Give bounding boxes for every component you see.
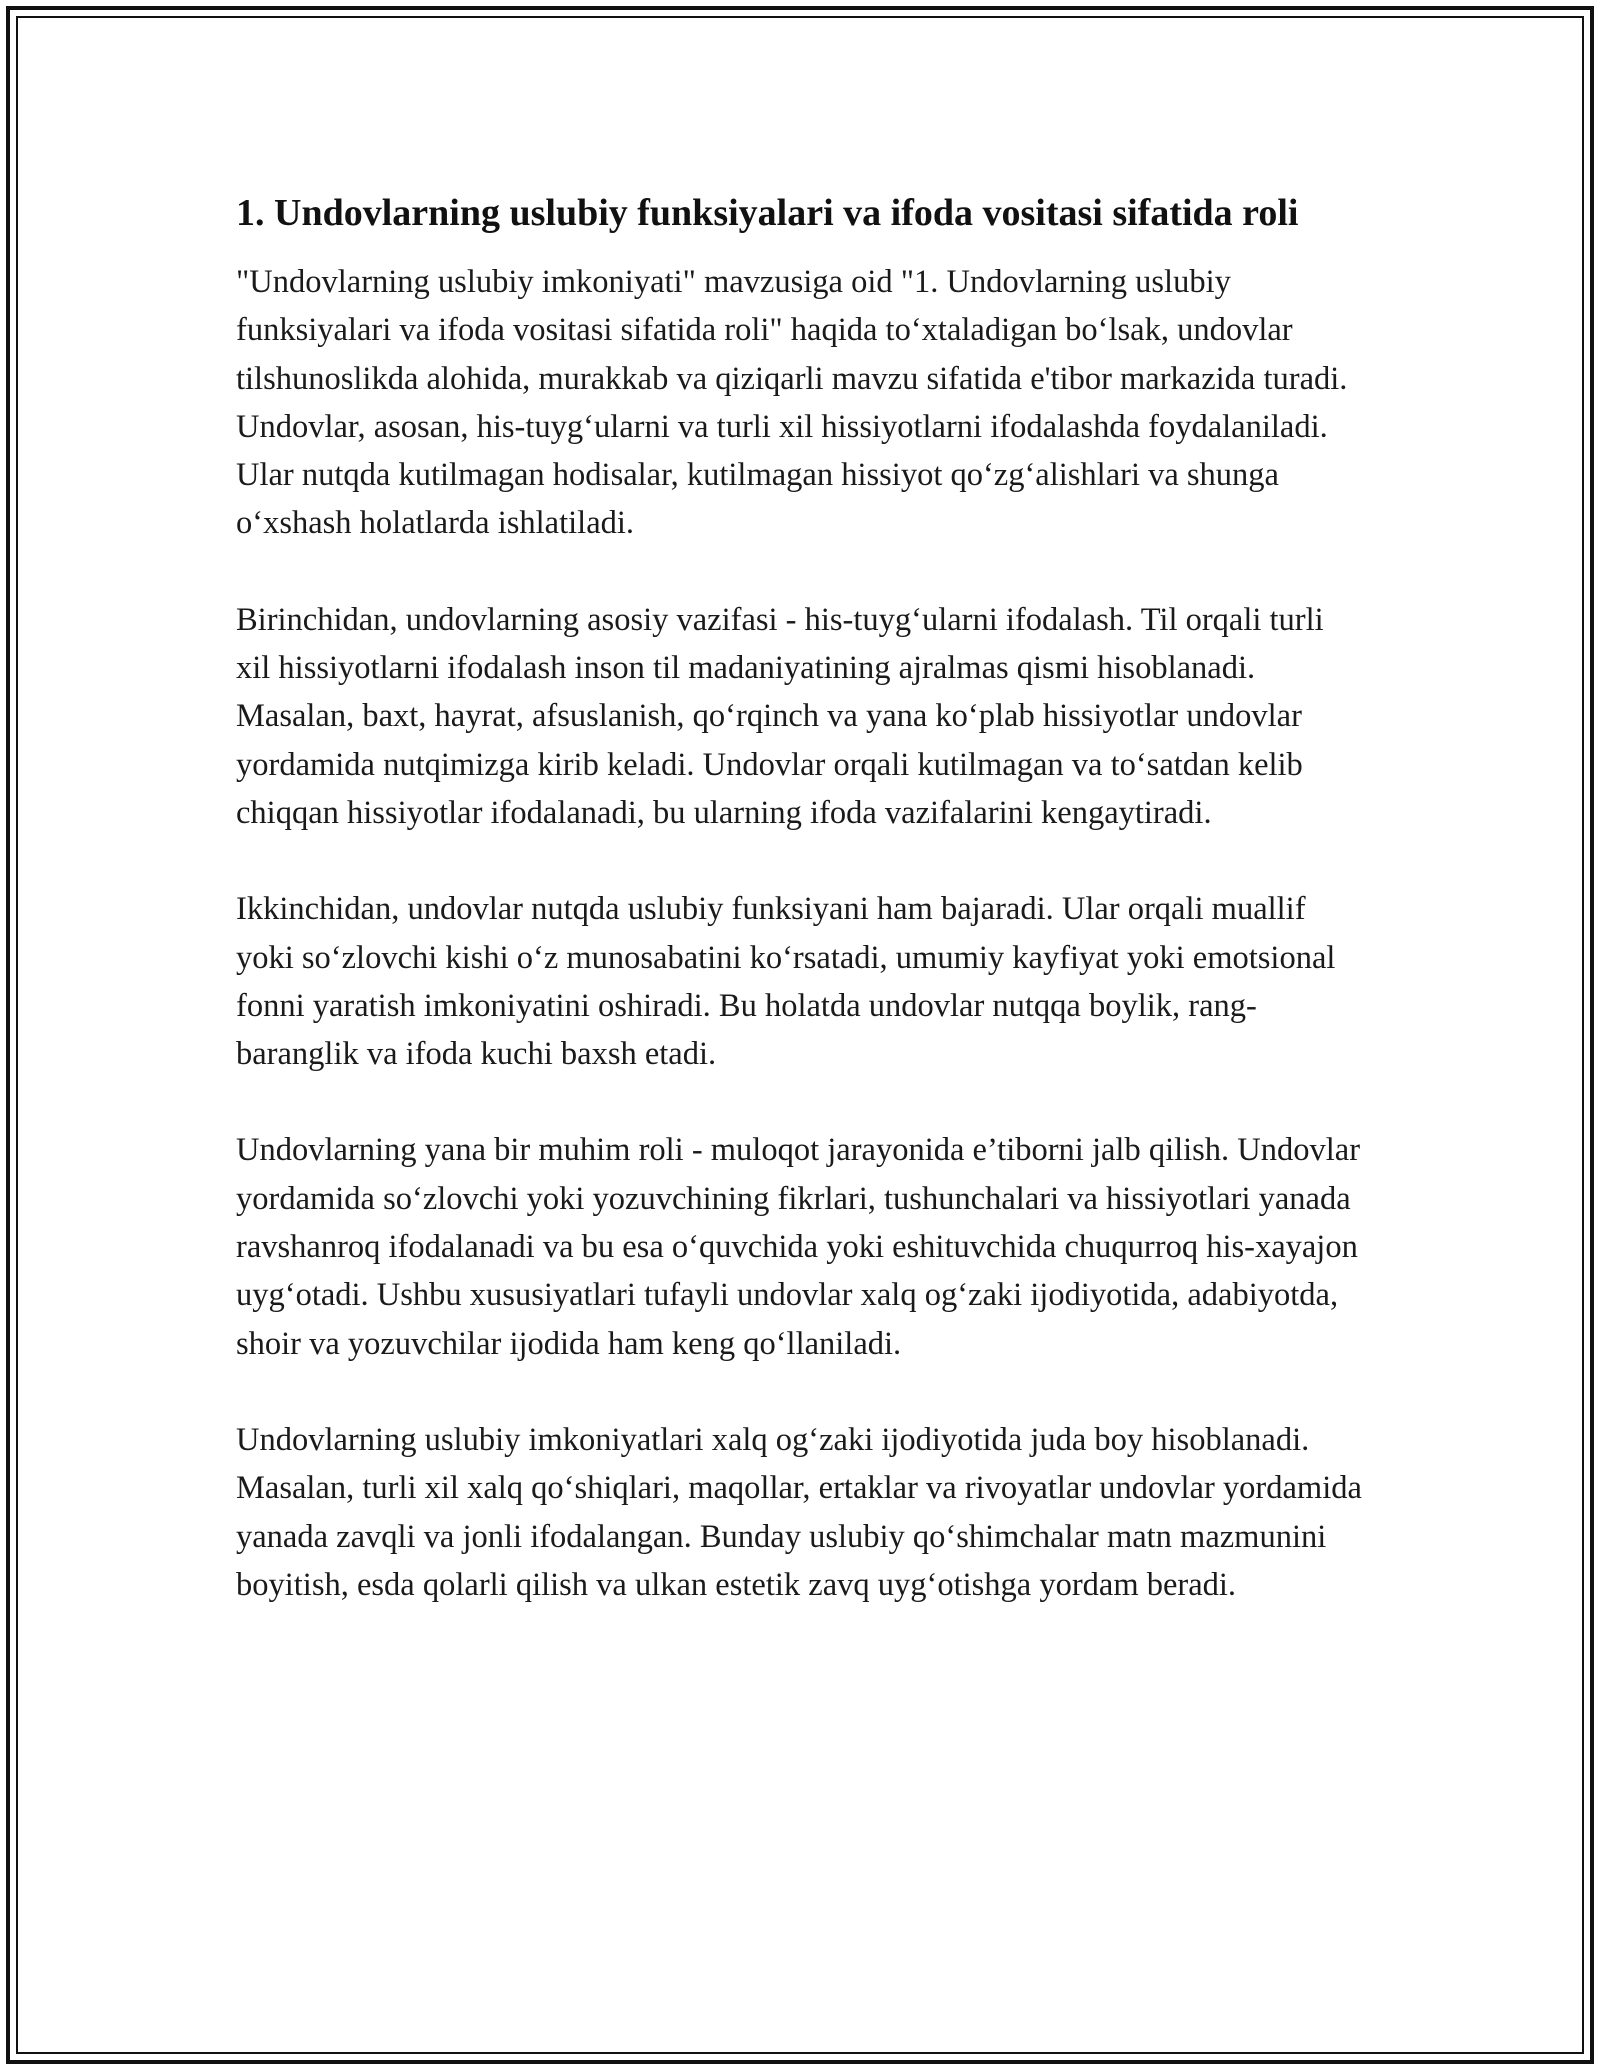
paragraph-5: Undovlarning uslubiy imkoniyatlari xalq og‘zaki ijodiyotida juda boy hisoblanadi. Masalan, turli xil xalq qo‘shiqlari, maqollar, ertaklar va rivoyatlar undovlar yordamida yanada zavqli va jonli ifodalangan. Bunday uslubiy qo‘shimchalar matn mazmunini boyitish, esda qolarli qilish va ulkan estetik zavq uyg‘otishga yordam beradi.: [236, 1421, 1362, 1603]
paragraph-1: "Undovlarning uslubiy imkoniyati" mavzusiga oid "1. Undovlarning uslubiy funksiyalari va ifoda vositasi sifatida roli" haqida to‘xtaladigan bo‘lsak, undovlar tilshunoslikda alohida, murakkab va qiziqarli mavzu sifatida e'tibor markazida turadi. Undovlar, asosan, his-tuyg‘ularni va turli xil hissiyotlarni ifodalashda foydalaniladi. Ular nutqda kutilmagan hodisalar, kutilmagan hissiyot qo‘zg‘alishlari va shunga o‘xshash holatlarda ishlatiladi.: [236, 264, 1348, 542]
paragraph-2: Birinchidan, undovlarning asosiy vazifasi - his-tuyg‘ularni ifodalash. Til orqali turli xil hissiyotlarni ifodalash inson til madaniyatining ajralmas qismi hisoblanadi. Masalan, baxt, hayrat, afsuslanish, qo‘rqinch va yana ko‘plab hissiyotlar undovlar yordamida nutqimizga kirib keladi. Undovlar orqali kutilmagan va to‘satdan kelib chiqqan hissiyotlar ifodalanadi, bu ularning ifoda vazifalarini kengaytiradi.: [236, 601, 1324, 831]
paragraph-4: Undovlarning yana bir muhim roli - muloqot jarayonida e’tiborni jalb qilish. Undovlar yordamida so‘zlovchi yoki yozuvchining fikrlari, tushunchalari va hissiyotlari yanada ravshanroq ifodalanadi va bu esa o‘quvchida yoki eshituvchida chuqurroq his-xayajon uyg‘otadi. Ushbu xususiyatlari tufayli undovlar xalq og‘zaki ijodiyotida, adabiyotda, shoir va yozuvchilar ijodida ham keng qo‘llaniladi.: [236, 1132, 1361, 1362]
document-title: 1. Undovlarning uslubiy funksiyalari va ifoda vositasi sifatida roli: [236, 192, 1299, 234]
document-body: [236, 186, 1366, 1657]
paragraph-3: Ikkinchidan, undovlar nutqda uslubiy funksiyani ham bajaradi. Ular orqali muallif yoki so‘zlovchi kishi o‘z munosabatini ko‘rsatadi, umumiy kayfiyat yoki emotsional fonni yaratish imkoniyatini oshiradi. Bu holatda undovlar nutqqa boylik, rang-baranglik va ifoda kuchi baxsh etadi.: [236, 891, 1336, 1073]
